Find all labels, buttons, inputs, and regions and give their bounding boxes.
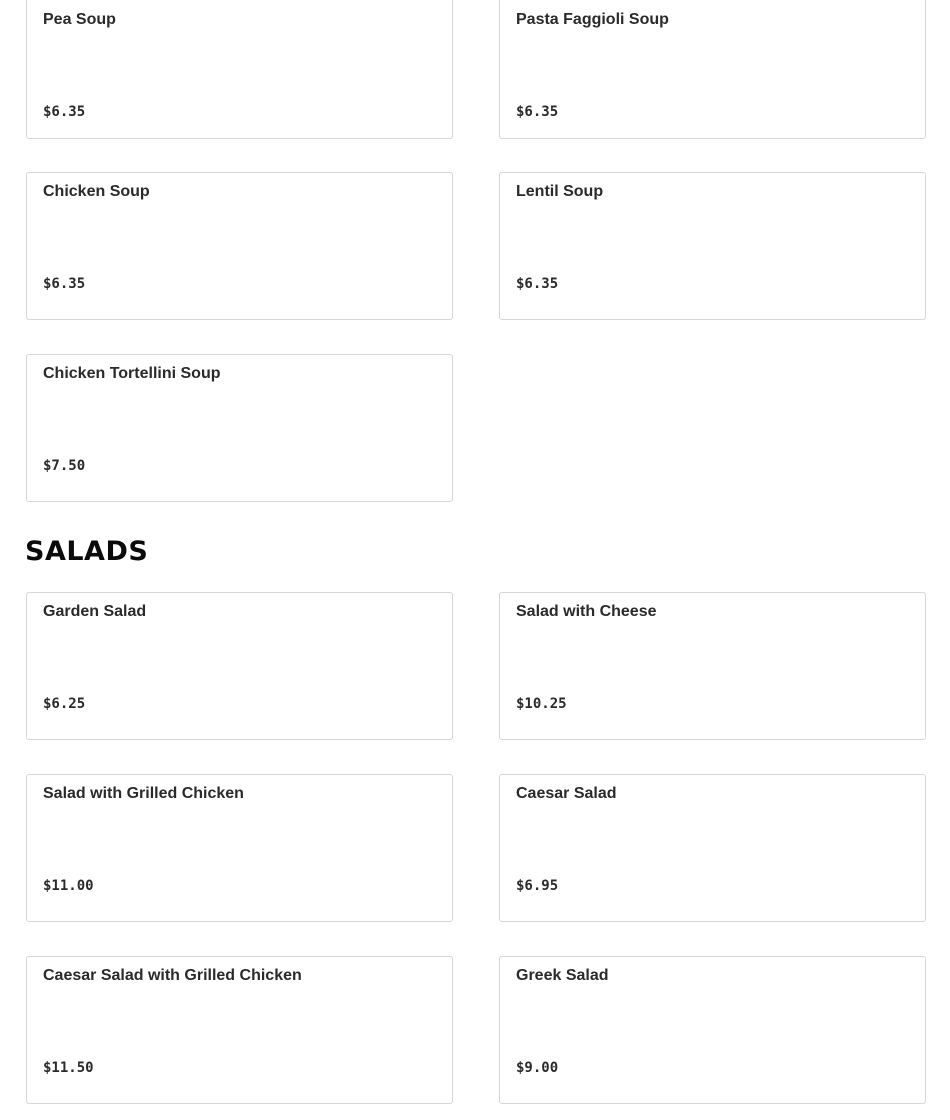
menu-item-card[interactable] xyxy=(26,956,453,1104)
menu-item-card[interactable] xyxy=(499,774,926,922)
menu-item-card[interactable] xyxy=(499,956,926,1104)
menu-item-price: $6.35 xyxy=(516,276,559,292)
section-title-salads: SALADS xyxy=(25,536,149,567)
menu-item-card[interactable] xyxy=(26,354,453,502)
menu-item-name: Garden Salad xyxy=(43,603,147,620)
menu-item-name: Caesar Salad with Grilled Chicken xyxy=(43,967,302,984)
menu-item-card[interactable] xyxy=(26,592,453,740)
menu-item-name: Chicken Soup xyxy=(43,183,150,200)
menu-item-price: $6.35 xyxy=(43,276,86,292)
menu-item-card[interactable] xyxy=(26,172,453,320)
menu-item-card[interactable] xyxy=(26,774,453,922)
menu-item-name: Lentil Soup xyxy=(516,183,604,200)
menu-item-price: $9.00 xyxy=(516,1060,559,1076)
menu-item-price: $7.50 xyxy=(43,458,86,474)
menu-item-name: Pea Soup xyxy=(43,11,116,28)
menu-item-card[interactable] xyxy=(499,0,926,139)
menu-item-price: $10.25 xyxy=(516,696,567,712)
menu-item-name: Greek Salad xyxy=(516,967,609,984)
menu-item-price: $6.25 xyxy=(43,696,86,712)
menu-item-price: $6.95 xyxy=(516,878,559,894)
menu-item-price: $11.50 xyxy=(43,1060,94,1076)
menu-item-card[interactable] xyxy=(499,592,926,740)
menu-item-name: Salad with Cheese xyxy=(516,603,657,620)
menu-item-price: $6.35 xyxy=(516,104,559,120)
menu-item-name: Salad with Grilled Chicken xyxy=(43,785,244,802)
menu-item-price: $11.00 xyxy=(43,878,94,894)
menu-item-name: Pasta Faggioli Soup xyxy=(516,11,669,28)
menu-item-card[interactable] xyxy=(499,172,926,320)
menu-item-name: Caesar Salad xyxy=(516,785,617,802)
menu-item-card[interactable] xyxy=(26,0,453,139)
menu-item-name: Chicken Tortellini Soup xyxy=(43,365,221,382)
menu-item-price: $6.35 xyxy=(43,104,86,120)
